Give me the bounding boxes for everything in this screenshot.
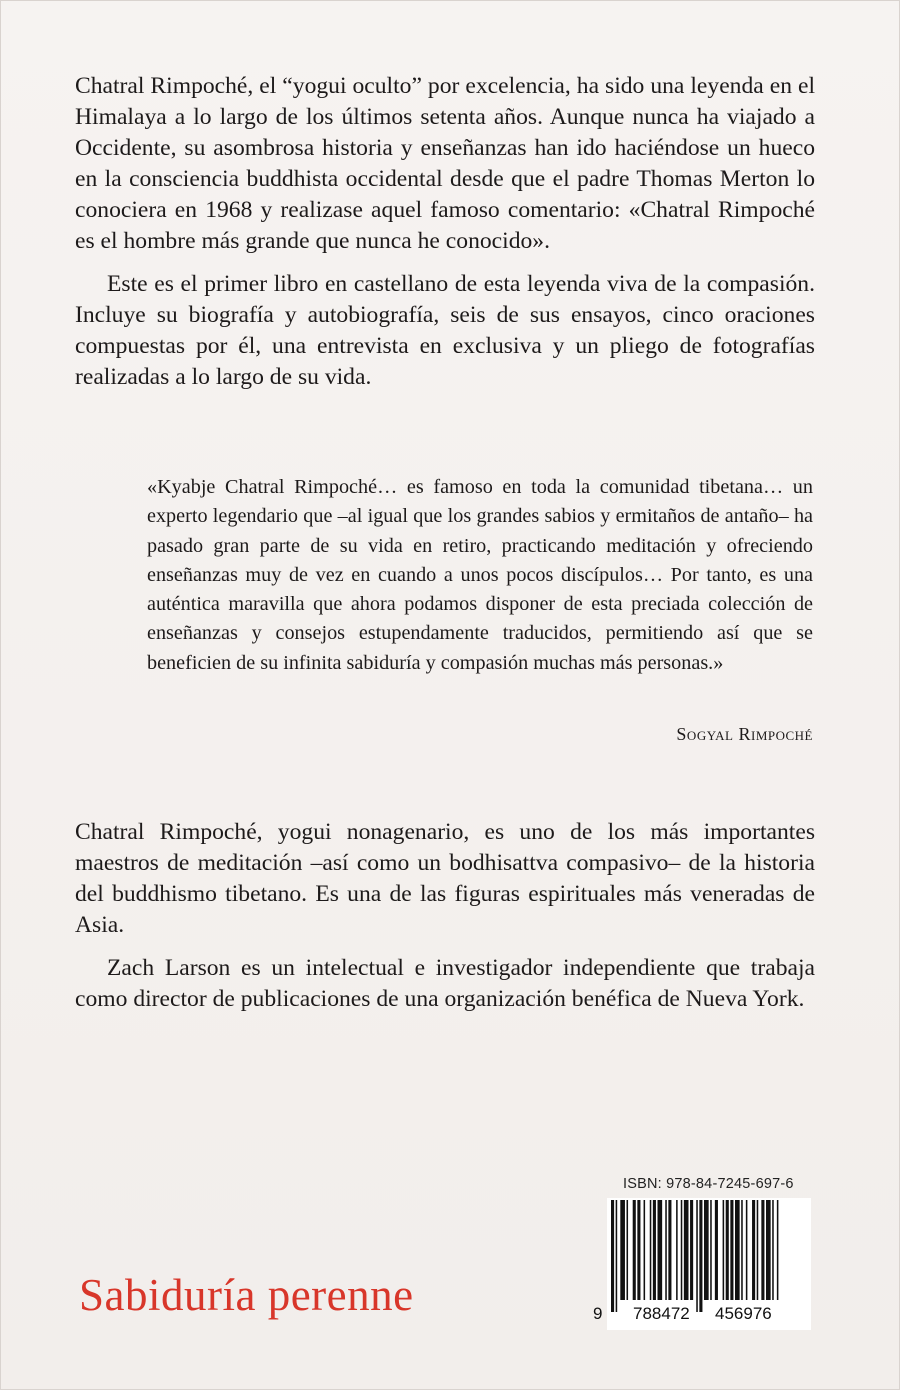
barcode-bar	[735, 1200, 740, 1300]
barcode-bar	[665, 1200, 667, 1300]
description-paragraph-1: Chatral Rimpoché, el “yogui oculto” por excelencia, ha sido una leyenda en el Himalaya a lo largo de los últimos setenta años. Aunque nunca ha viajado a Occidente, su asombrosa historia y enseñanzas han ido haciéndose un hueco en la consciencia buddhista occidental desde que el padre Thomas Merton lo conociera en 1968 y realizase aquel famoso comentario: «Chatral Rimpoché es el hombre más grande que nunca he conocido».	[75, 73, 815, 254]
barcode-bar	[726, 1200, 729, 1300]
series-title: Sabiduría perenne	[79, 1270, 414, 1320]
barcode-bar	[696, 1200, 698, 1312]
bio-paragraph-2: Zach Larson es un intelectual e investigador independiente que trabaja como director de publicaciones de una organización benéfica de Nueva York.	[75, 955, 815, 1012]
barcode-bar	[761, 1200, 764, 1300]
barcode-bar	[653, 1200, 656, 1300]
isbn-barcode-block	[589, 1176, 819, 1331]
barcode-bar	[681, 1200, 683, 1300]
barcode-bar	[715, 1200, 718, 1300]
quote-text: «Kyabje Chatral Rimpoché… es famoso en toda la comunidad tibetana… un experto legendario que –al igual que los grandes sabios y ermitaños de antaño– ha pasado gran parte de su vida en retiro, practicando meditación y ofreciendo enseñanzas muy de vez en cuando a unos pocos discípulos… Por tanto, es una auténtica maravilla que ahora podamos disponer de esta preciada colección de enseñanzas y consejos estupendamente traducidos, permitiendo así que se beneficien de su infinita sabiduría y compasión muchas más personas.»	[147, 476, 813, 674]
barcode-bar	[637, 1200, 640, 1300]
barcode-bar	[772, 1200, 774, 1300]
barcode-bar	[730, 1200, 733, 1300]
barcode-bar	[627, 1200, 629, 1300]
barcode-bar	[757, 1200, 759, 1300]
barcode-bar	[658, 1200, 663, 1300]
isbn-label: ISBN: 978-84-7245-697-6	[623, 1176, 794, 1192]
barcode-digit-first: 9	[593, 1304, 603, 1323]
barcode-bar	[668, 1200, 671, 1300]
endorsement-quote	[147, 473, 813, 678]
barcode-bar	[741, 1200, 743, 1300]
barcode-digits-right: 456976	[715, 1304, 772, 1323]
barcode-bar	[704, 1200, 709, 1300]
book-description	[75, 71, 815, 393]
barcode-bar	[611, 1200, 614, 1312]
barcode-bar	[699, 1200, 702, 1312]
barcode-bar	[644, 1200, 646, 1300]
author-bio	[75, 817, 815, 1015]
barcode-bar	[766, 1200, 771, 1300]
barcode-bar	[723, 1200, 725, 1300]
barcode-bar	[676, 1200, 678, 1300]
barcode-bar	[690, 1200, 693, 1300]
barcode-bar	[684, 1200, 689, 1300]
barcode-bar	[650, 1200, 652, 1300]
barcode-bar	[633, 1200, 636, 1300]
barcode-bar	[746, 1200, 748, 1300]
barcode-bar	[620, 1200, 625, 1300]
description-paragraph-2: Este es el primer libro en castellano de esta leyenda viva de la compasión. Incluye su biografía y autobiografía, seis de sus ensayos, cinco oraciones compuestas por él, una entrevista en exclusiva y un pliego de fotografías realizadas a lo largo de su vida.	[75, 271, 815, 390]
barcode-digits-left: 788472	[633, 1304, 690, 1323]
quote-author: Sogyal Rimpoché	[676, 724, 813, 744]
barcode-bar	[710, 1200, 712, 1300]
barcode-bar	[752, 1200, 755, 1300]
barcode-bar	[777, 1200, 779, 1300]
barcode-bar	[616, 1200, 618, 1312]
bio-paragraph-1: Chatral Rimpoché, yogui nonagenario, es uno de los más importantes maestros de meditación –así como un bodhisattva compasivo– de la historia del buddhismo tibetano. Es una de las figuras espirituales más veneradas de Asia.	[75, 819, 815, 938]
barcode-graphic	[589, 1198, 819, 1330]
